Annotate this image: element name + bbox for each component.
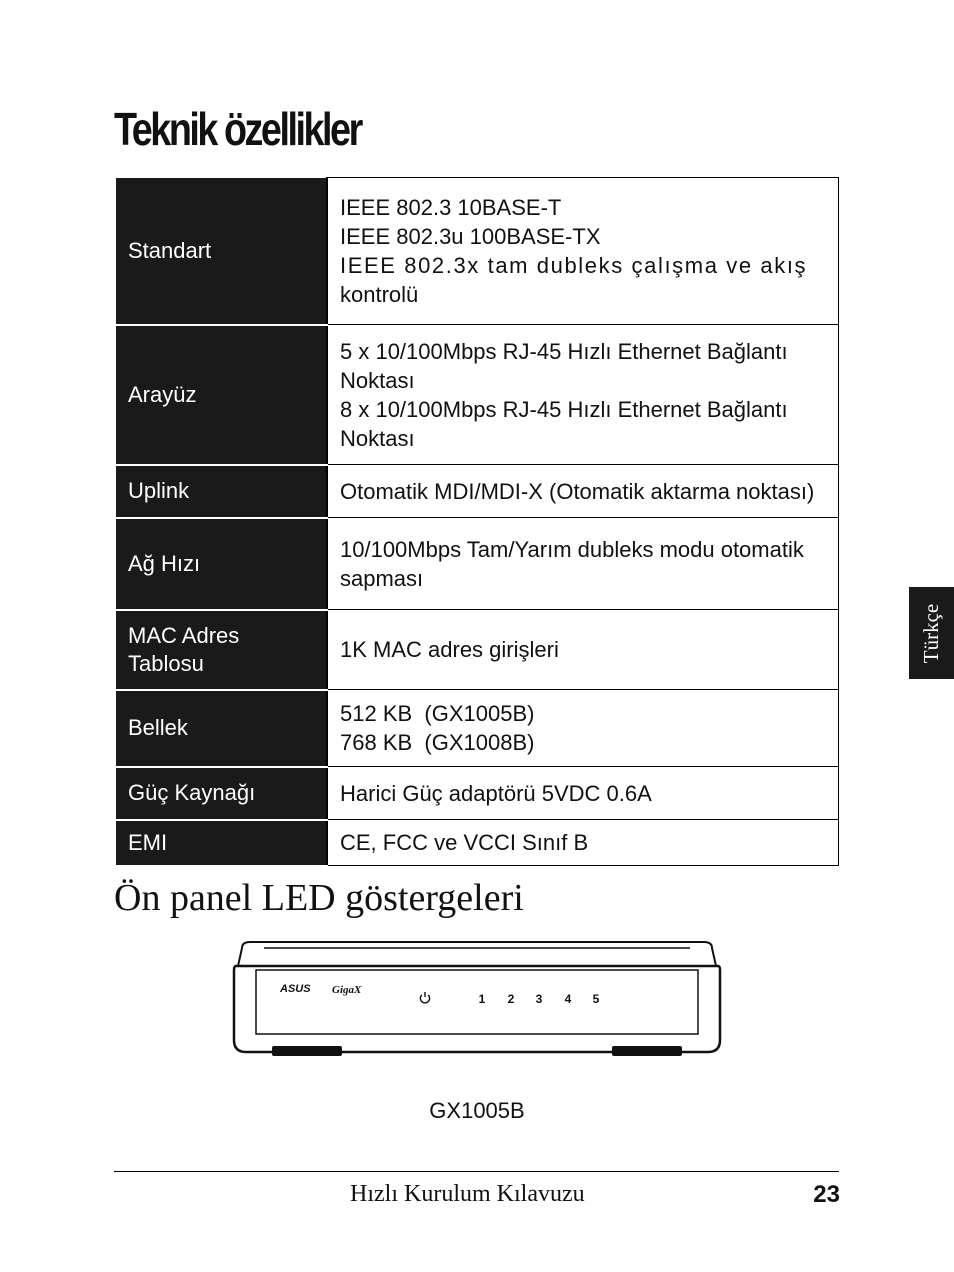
spec-value: [327, 465, 839, 518]
spec-label-line: MAC Adres: [128, 622, 240, 648]
spec-label: Standart: [116, 178, 327, 325]
spec-line: 8 x 10/100Mbps RJ-45 Hızlı Ethernet Bağlantı: [340, 396, 788, 422]
model-logo: GigaX: [332, 984, 362, 996]
spec-label: Güç Kaynağı: [116, 767, 327, 820]
spec-line: IEEE 802.3u 100BASE-TX: [340, 224, 601, 249]
spec-line: 1K MAC adres girişleri: [340, 637, 559, 662]
spec-value: [327, 767, 839, 820]
spec-line: sapması: [340, 565, 424, 591]
table-row: [116, 518, 839, 610]
spec-line: Otomatik MDI/MDI-X (Otomatik aktarma noktası): [340, 478, 815, 504]
language-tab: [909, 587, 954, 679]
spec-value: [327, 518, 839, 610]
table-row: [116, 767, 839, 820]
spec-table: [116, 177, 839, 867]
spec-line: Noktası: [340, 425, 415, 451]
footer-divider: [114, 1171, 839, 1172]
port-label: 2: [507, 992, 515, 1006]
page-title: Teknik özellikler: [114, 103, 361, 155]
spec-value: [327, 820, 839, 866]
table-row: [116, 178, 839, 325]
section-title: Ön panel LED göstergeleri: [114, 877, 524, 919]
spec-label: Bellek: [116, 690, 327, 767]
spec-line: IEEE 802.3x tam dubleks çalışma ve akış: [340, 253, 808, 278]
table-row: [116, 610, 839, 690]
language-tab-label: Türkçe: [919, 603, 943, 663]
spec-value: [327, 325, 839, 465]
spec-line: 10/100Mbps Tam/Yarım dubleks modu otomatik: [340, 536, 804, 562]
table-row: [116, 465, 839, 518]
spec-value: [327, 610, 839, 690]
brand-logo: ASUS: [280, 983, 311, 995]
spec-label: Ağ Hızı: [116, 518, 327, 610]
spec-value: [327, 178, 839, 325]
spec-value: [327, 690, 839, 767]
spec-label: EMI: [116, 820, 327, 866]
table-row: [116, 325, 839, 465]
port-label: 4: [564, 992, 572, 1006]
spec-line: CE, FCC ve VCCI Sınıf B: [340, 830, 589, 855]
port-label: 1: [478, 992, 486, 1006]
port-label: 5: [592, 992, 600, 1006]
spec-line: 512 KB (GX1005B): [340, 701, 535, 726]
spec-label: [116, 610, 327, 690]
spec-label: Arayüz: [116, 325, 327, 465]
port-label: 3: [535, 992, 543, 1006]
page-number: 23: [813, 1181, 840, 1208]
spec-line: Noktası: [340, 367, 415, 393]
table-row: [116, 690, 839, 767]
spec-label: Uplink: [116, 465, 327, 518]
spec-line: IEEE 802.3 10BASE-T: [340, 195, 562, 220]
spec-line: kontrolü: [340, 282, 419, 307]
figure-caption: GX1005B: [429, 1098, 525, 1123]
spec-line: 5 x 10/100Mbps RJ-45 Hızlı Ethernet Bağlantı: [340, 338, 788, 364]
spec-line: 768 KB (GX1008B): [340, 730, 535, 755]
switch-device-illustration: [232, 940, 722, 1060]
table-row: [116, 820, 839, 866]
spec-label-line: Tablosu: [128, 650, 204, 676]
spec-line: Harici Güç adaptörü 5VDC 0.6A: [340, 780, 652, 806]
footer-title: Hızlı Kurulum Kılavuzu: [350, 1181, 585, 1207]
